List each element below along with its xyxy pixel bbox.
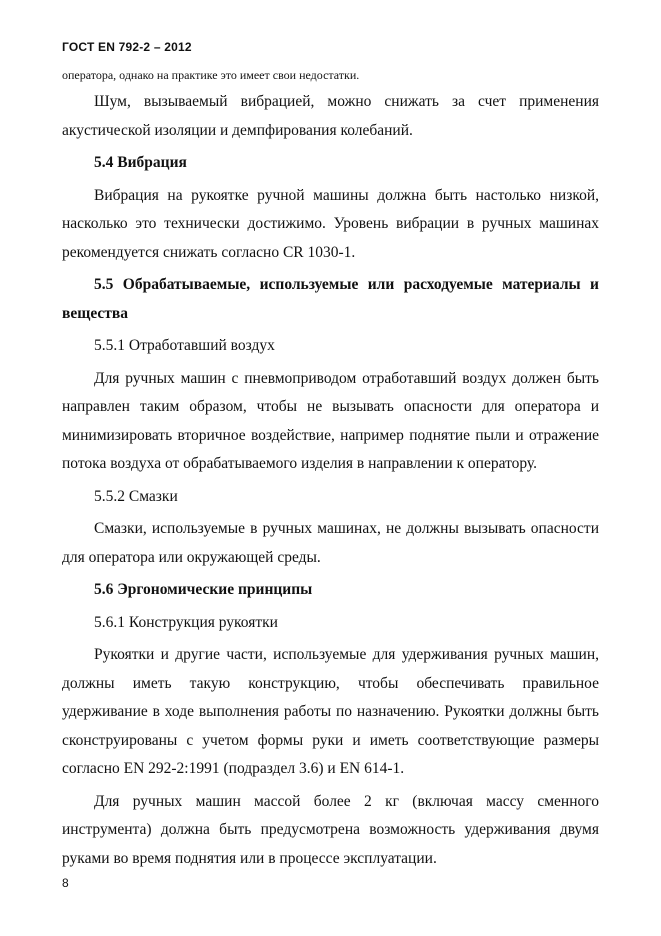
subsection-heading-5-5-2: 5.5.2 Смазки — [94, 487, 178, 505]
section-heading-5-6: 5.6 Эргономические принципы — [94, 581, 313, 598]
section-heading-5-4: 5.4 Вибрация — [94, 154, 187, 171]
section-heading-5-5: 5.5 Обрабатываемые, используемые или расходуемые материалы и вещества — [62, 276, 599, 322]
paragraph-two-hand-grip: Для ручных машин массой более 2 кг (включая массу сменного инструмента) должна быть предусмотрена возможность удерживания двумя руками во время поднятия или в процессе эксплуатации. — [62, 792, 599, 867]
paragraph-lubricants: Смазки, используемые в ручных машинах, не должны вызывать опасности для оператора или окружающей среды. — [62, 520, 599, 566]
continued-text: оператора, однако на практике это имеет свои недостатки. — [62, 68, 360, 82]
document-header: ГОСТ EN 792-2 – 2012 — [62, 40, 192, 54]
page-number: 8 — [62, 876, 69, 890]
paragraph-handle-design: Рукоятки и другие части, используемые для удерживания ручных машин, должны иметь такую конструкцию, чтобы обеспечивать правильное удерживание в ходе выполнения работы по назначению. Рукоятки должны быть сконструированы с учетом формы руки и иметь соответствующие размеры согласно EN 292-2:1991 (подраздел 3.6) и EN 614-1. — [62, 646, 599, 777]
paragraph-noise: Шум, вызываемый вибрацией, можно снижать за счет применения акустической изоляции и демпфирования колебаний. — [62, 93, 599, 139]
page-body — [62, 88, 599, 877]
subsection-heading-5-6-1: 5.6.1 Конструкция рукоятки — [94, 613, 278, 631]
paragraph-vibration: Вибрация на рукоятке ручной машины должна быть настолько низкой, насколько это технически достижимо. Уровень вибрации в ручных машинах рекомендуется снижать согласно CR 1030-1. — [62, 186, 599, 261]
subsection-heading-5-5-1: 5.5.1 Отработавший воздух — [94, 337, 275, 354]
paragraph-exhaust-air: Для ручных машин с пневмоприводом отработавший воздух должен быть направлен таким образом, чтобы не вызывать опасности для оператора и минимизировать вторичное воздействие, например поднятие пыли и отражение потока воздуха от обрабатываемого изделия в направлении к оператору. — [62, 369, 599, 472]
